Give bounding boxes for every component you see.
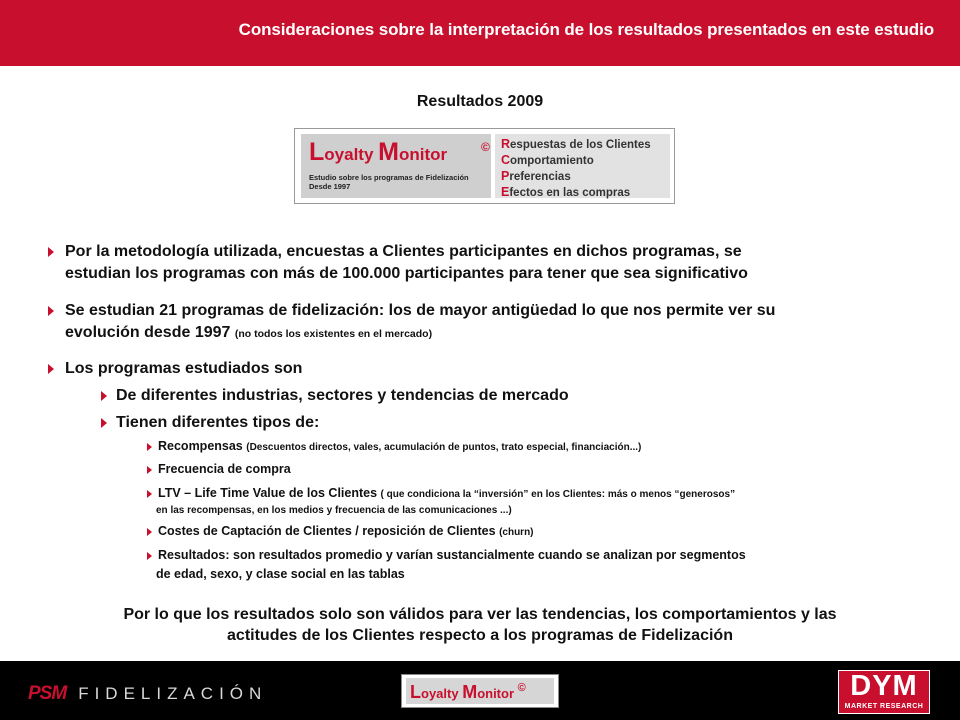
rcpe-line: Efectos en las compras <box>501 185 631 199</box>
bullet-arrow-icon <box>48 364 54 374</box>
loyalty-monitor-banner <box>294 128 675 204</box>
bullet-arrow-icon <box>147 552 152 560</box>
bullet-methodology: Por la metodología utilizada, encuestas a Clientes participantes en dichos programas, se estudian los programas con más de 100.000 participantes para tener que sea significativo <box>65 243 748 282</box>
bullet-arrow-icon <box>48 306 54 316</box>
type-costes: Costes de Captación de Clientes / reposición de Clientes (churn) <box>158 524 534 538</box>
type-resultados: Resultados: son resultados promedio y varían sustancialmente cuando se analizan por segmentos <box>158 548 746 562</box>
type-frecuencia: Frecuencia de compra <box>158 462 291 476</box>
conclusion-text: Por lo que los resultados solo son válidos para ver las tendencias, los comportamientos y las actitudes de los Clientes respecto a los programas de Fidelización <box>123 606 837 644</box>
copyright-mark: © <box>481 140 490 154</box>
rcpe-panel <box>495 134 670 198</box>
loyalty-monitor-footer-logo: Loyalty Monitor © <box>401 674 559 708</box>
type-recompensas: Recompensas (Descuentos directos, vales, acumulación de puntos, trato especial, financiación...) <box>158 439 642 453</box>
header-bar <box>0 0 960 66</box>
psm-fidelizacion-logo: PSM FIDELIZACIÓN <box>28 683 268 704</box>
subbullet-types: Tienen diferentes tipos de: <box>116 414 320 431</box>
rcpe-line: Preferencias <box>501 169 571 183</box>
bullet-arrow-icon <box>101 391 107 401</box>
bullet-arrow-icon <box>147 528 152 536</box>
bullet-programs-studied: Los programas estudiados son <box>65 360 303 377</box>
subbullet-industries: De diferentes industrias, sectores y tendencias de mercado <box>116 387 569 404</box>
bullet-arrow-icon <box>48 247 54 257</box>
type-ltv: LTV – Life Time Value de los Clientes ( que condiciona la “inversión” en los Clientes: más o menos “generosos” <box>158 486 736 500</box>
dym-logo: DYM MARKET RESEARCH <box>838 670 930 714</box>
bullet-arrow-icon <box>147 443 152 451</box>
loyalty-monitor-logo: Loyalty Monitor <box>309 138 448 166</box>
loyalty-monitor-logo-panel <box>301 134 491 198</box>
bullet-arrow-icon <box>101 418 107 428</box>
page-title: Consideraciones sobre la interpretación de los resultados presentados en este estudio <box>238 20 934 39</box>
rcpe-line: Respuestas de los Clientes <box>501 137 651 151</box>
bullet-arrow-icon <box>147 490 152 498</box>
section-subtitle: Resultados 2009 <box>416 93 544 110</box>
logo-description: Estudio sobre los programas de Fidelización Desde 1997 <box>309 173 469 191</box>
type-ltv-note: en las recompensas, en los medios y frecuencia de las comunicaciones ...) <box>156 505 512 516</box>
bullet-arrow-icon <box>147 466 152 474</box>
type-resultados-cont: de edad, sexo, y clase social en las tablas <box>156 567 405 581</box>
rcpe-line: Comportamiento <box>501 153 594 167</box>
bullet-programs-count: Se estudian 21 programas de fidelización: los de mayor antigüedad lo que nos permite ver su evolución desde 1997 (no todos los existentes en el mercado) <box>65 302 776 341</box>
